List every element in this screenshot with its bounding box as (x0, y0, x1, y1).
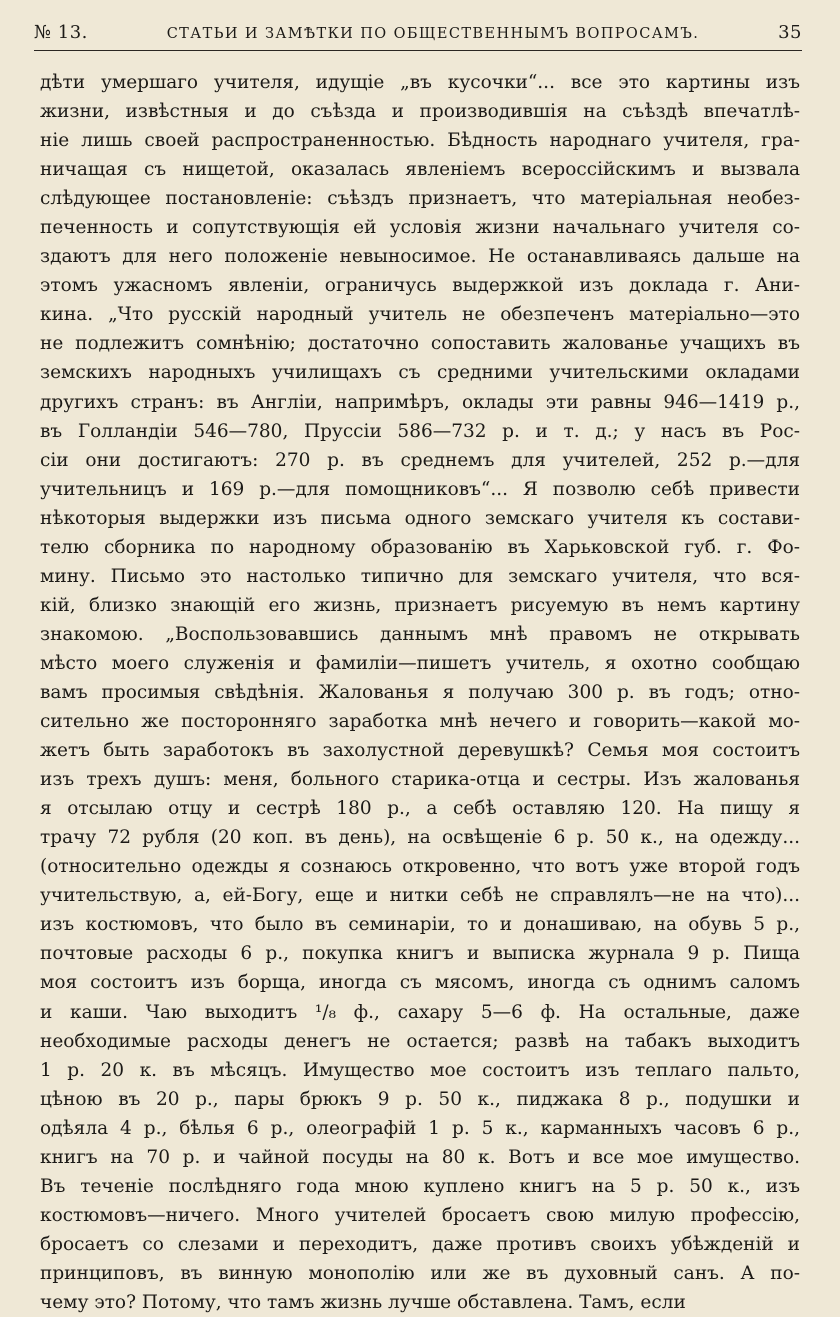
text-line: чему это? Потому, что тамъ жизнь лучше обставлена. Тамъ, если (40, 1291, 686, 1313)
text-line: необходимые расходы денегъ не остается; развѣ на табакъ выходитъ (40, 1030, 800, 1052)
text-line: мину. Письмо это настолько типично для земскаго учителя, что вся- (40, 565, 800, 587)
running-header (34, 22, 802, 48)
text-line: трачу 72 рубля (20 коп. въ день), на освѣщеніе 6 р. 50 к., на одежду... (40, 827, 800, 849)
text-line: знакомою. „Воспользовавшись даннымъ мнѣ правомъ не открывать (40, 623, 800, 645)
body-text (40, 68, 800, 1317)
text-line: кій, близко знающій его жизнь, признаетъ рисуемую въ немъ картину (40, 594, 800, 616)
text-line: нѣкоторыя выдержки изъ письма одного земскаго учителя къ состави- (40, 507, 800, 529)
text-line: жетъ быть заработокъ въ захолустной деревушкѣ? Семья моя состоитъ (40, 740, 800, 762)
text-line: сіи они достигаютъ: 270 р. въ среднемъ для учителей, 252 р.—для (40, 449, 800, 471)
text-line: изъ костюмовъ, что было въ семинаріи, то и донашиваю, на обувь 5 р., (40, 914, 800, 936)
header-rule (34, 50, 802, 51)
text-line: сительно же посторонняго заработка мнѣ нечего и говорить—какой мо- (40, 711, 800, 733)
text-line: въ Голландіи 546—780, Пруссіи 586—732 р. и т. д.; у насъ въ Рос- (40, 420, 800, 442)
text-line: Въ теченіе послѣдняго года мною куплено книгъ на 5 р. 50 к., изъ (40, 1175, 800, 1197)
issue-number: № 13. (34, 22, 88, 43)
text-line: почтовые расходы 6 р., покупка книгъ и выписка журнала 9 р. Пища (40, 943, 800, 965)
text-line: ничащая съ нищетой, оказалась явленіемъ всероссійскимъ и вызвала (40, 159, 800, 181)
text-line: 1 р. 20 к. въ мѣсяцъ. Имущество мое состоитъ изъ теплаго пальто, (40, 1059, 800, 1081)
text-line: учительствую, а, ей-Богу, еще и нитки себѣ не справлялъ—не на что)... (40, 885, 800, 907)
text-line: бросаетъ со слезами и переходитъ, даже противъ своихъ убѣжденій и (40, 1233, 800, 1255)
text-line: цѣною въ 20 р., пары брюкъ 9 р. 50 к., пиджака 8 р., подушки и (40, 1088, 800, 1110)
text-line: дѣти умершаго учителя, идущіе „въ кусочки“... все это картины изъ (40, 72, 800, 93)
text-line: книгъ на 70 р. и чайной посуды на 80 к. Вотъ и все мое имущество. (40, 1146, 800, 1168)
text-line: изъ трехъ душъ: меня, больного старика-отца и сестры. Изъ жалованья (40, 769, 800, 791)
text-line: печенность и сопутствующія ей условія жизни начальнаго учителя со- (40, 217, 800, 239)
text-line: (относительно одежды я сознаюсь откровенно, что вотъ уже второй годъ (40, 856, 800, 878)
text-line: костюмовъ—ничего. Много учителей бросаетъ свою милую профессію, (40, 1204, 800, 1226)
text-line: этомъ ужасномъ явленіи, ограничусь выдержкой изъ доклада г. Ани- (40, 275, 800, 297)
text-line: не подлежитъ сомнѣнію; достаточно сопоставить жалованье учащихъ въ (40, 333, 800, 355)
text-line: кина. „Что русскій народный учитель не обезпеченъ матеріально—это (40, 304, 800, 326)
text-line: жизни, извѣстныя и до съѣзда и производившія на съѣздѣ впечатлѣ- (40, 101, 800, 123)
text-line: слѣдующее постановленіе: съѣздъ признаетъ, что матеріальная необез- (40, 188, 800, 210)
section-title: СТАТЬИ И ЗАМѢТКИ ПО ОБЩЕСТВЕННЫМЪ ВОПРОСАМЪ. (166, 26, 700, 42)
text-line: другихъ странъ: въ Англіи, напримѣръ, оклады эти равны 946—1419 р., (40, 391, 800, 413)
text-line: вамъ просимыя свѣдѣнія. Жалованья я получаю 300 р. въ годъ; отно- (40, 681, 800, 703)
text-line: ніе лишь своей распространенностью. Бѣдность народнаго учителя, гра- (40, 130, 800, 152)
text-line: я отсылаю отцу и сестрѣ 180 р., а себѣ оставляю 120. На пищу я (40, 798, 800, 820)
text-line: здаютъ для него положеніе невыносимое. Не останавливаясь дальше на (40, 246, 800, 268)
text-line: одѣяла 4 р., бѣлья 6 р., олеографій 1 р. 5 к., карманныхъ часовъ 6 р., (40, 1117, 800, 1139)
text-line: моя состоитъ изъ борща, иногда съ мясомъ, иногда съ однимъ саломъ (40, 972, 800, 994)
text-line: телю сборника по народному образованію въ Харьковской губ. г. Фо- (40, 536, 800, 558)
text-line: учительницъ и 169 р.—для помощниковъ“... Я позволю себѣ привести (40, 478, 800, 500)
text-line: мѣсто моего служенія и фамиліи—пишетъ учитель, я охотно сообщаю (40, 652, 800, 674)
text-line: принциповъ, въ винную монополію или же въ духовный санъ. А по- (40, 1262, 800, 1284)
page-number: 35 (778, 22, 802, 43)
text-line: и каши. Чаю выходитъ ¹/₈ ф., сахару 5—6 ф. На остальные, даже (40, 1001, 800, 1023)
text-line: земскихъ народныхъ училищахъ съ средними учительскими окладами (40, 362, 800, 384)
